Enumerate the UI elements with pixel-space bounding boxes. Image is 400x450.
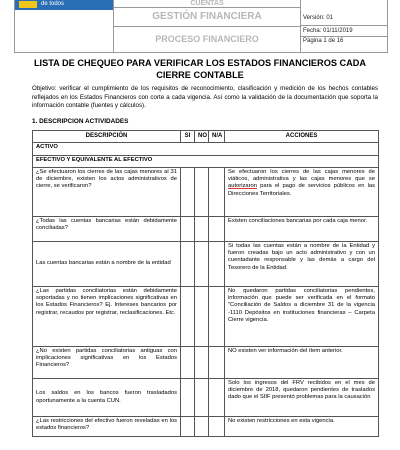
- document-objective: Objetivo: verificar el cumplimiento de los requisitos de reconocimiento, clasificación y medición de los hechos contables reflejados en los Estados Financieros con corte a cada vigencia. Así como la validación de la documentación que soporta la información contable (fuentes y cálculos).: [32, 85, 378, 110]
- check-na[interactable]: [209, 168, 225, 217]
- check-na[interactable]: [209, 287, 225, 347]
- action-text: Se efectuaron los cierres de las cajas menores de viáticos, administrativa y las cajas menores que se: [228, 169, 375, 183]
- check-si[interactable]: [181, 287, 195, 347]
- row-action: No existen restricciones en esta vigencia.: [225, 417, 379, 437]
- check-no[interactable]: [195, 217, 209, 242]
- table-section-row: [33, 156, 379, 168]
- check-no[interactable]: [195, 347, 209, 379]
- check-si[interactable]: [181, 242, 195, 287]
- divider: [300, 25, 387, 26]
- row-action: [225, 168, 379, 217]
- check-si[interactable]: [181, 217, 195, 242]
- header-center: [113, 0, 301, 52]
- row-description: ¿Las partidas conciliatorias están debidamente soportadas y no tienen implicaciones significativas en los Estados Financieros? Ej. Intereses bancarios por registrar, recaudos por registrar, reclasificaciones. Etc.: [33, 287, 181, 347]
- check-na[interactable]: [209, 379, 225, 417]
- check-na[interactable]: [209, 242, 225, 287]
- row-description: ¿Todas las cuentas bancarias están debidamente conciliadas?: [33, 217, 181, 242]
- col-header-description: DESCRIPCIÓN: [33, 131, 181, 143]
- col-header-actions: ACCIONES: [225, 131, 379, 143]
- table-row: [33, 347, 379, 379]
- entity-logo: [15, 0, 113, 10]
- section-label: EFECTIVO Y EQUIVALENTE AL EFECTIVO: [33, 156, 379, 168]
- check-si[interactable]: [181, 168, 195, 217]
- check-na[interactable]: [209, 217, 225, 242]
- row-action: Solo los ingresos del FRV recibidos en el mes de diciembre de 2018, quedaron pendientes de traslados dado que el SIIF presentó problemas para la causación: [225, 379, 379, 417]
- check-si[interactable]: [181, 417, 195, 437]
- row-description: ¿Las restricciones del efectivo fueron reveladas en los estados financieros?: [33, 417, 181, 437]
- check-no[interactable]: [195, 287, 209, 347]
- header-area: GESTIÓN FINANCIERA: [114, 8, 300, 27]
- check-si[interactable]: [181, 347, 195, 379]
- row-description: ¿Se efectuaron los cierres de las cajas menores al 31 de diciembre, existen los actos administrativos de cierre, se verificaron?: [33, 168, 181, 217]
- check-na[interactable]: [209, 417, 225, 437]
- col-header-na: N/A: [209, 131, 225, 143]
- table-row: [33, 217, 379, 242]
- check-na[interactable]: [209, 347, 225, 379]
- document-header: [14, 0, 388, 53]
- header-area-top: CUENTAS: [114, 0, 300, 8]
- section-heading: 1. DESCRIPCION ACTIVIDADES: [32, 118, 129, 125]
- check-si[interactable]: [181, 379, 195, 417]
- col-header-no: NO: [195, 131, 209, 143]
- check-no[interactable]: [195, 417, 209, 437]
- table-row: [33, 168, 379, 217]
- row-action: Existen conciliaciones bancarias por cada caja menor.: [225, 217, 379, 242]
- table-row: [33, 379, 379, 417]
- section-label: ACTIVO: [33, 143, 379, 156]
- row-action: No quedaron partidas conciliatorias pendientes, información que puede ser verificada en el formato "Conciliación de Saldos a diciembre 31 de la vigencia -1110 Depósitos en instituciones financieras – Carpeta Cierre vigencia.: [225, 287, 379, 347]
- header-meta: [300, 0, 387, 52]
- date-label: Fecha: 01/11/2019: [303, 28, 353, 34]
- row-action: Si todas las cuentas están a nombre de la Entidad y fueron creadas bajo un acto administrativo y con un cuentadante responsable y las demás a cargo del Tesorero de la Entidad.: [225, 242, 379, 287]
- logo-text: de todos: [41, 1, 65, 7]
- logo-mark-icon: [19, 1, 37, 8]
- row-description: Los saldos en los bancos fueron trasladados oportunamente a la cuenta CUN.: [33, 379, 181, 417]
- version-label: Versión: 01: [303, 15, 334, 21]
- document-title: LISTA DE CHEQUEO PARA VERIFICAR LOS ESTADOS FINANCIEROS CADA CIERRE CONTABLE: [33, 58, 367, 80]
- table-row: [33, 417, 379, 437]
- table-header-row: [33, 131, 379, 143]
- check-no[interactable]: [195, 379, 209, 417]
- checklist-table: [32, 130, 379, 437]
- check-no[interactable]: [195, 242, 209, 287]
- col-header-si: SI: [181, 131, 195, 143]
- page-label: Página 1 de 16: [303, 38, 344, 44]
- table-row: [33, 242, 379, 287]
- row-description: ¿No existen partidas conciliatorias antiguas con implicaciones significativas en los Estados Financieros?: [33, 347, 181, 379]
- table-row: [33, 287, 379, 347]
- header-process: PROCESO FINANCIERO: [155, 34, 259, 44]
- check-no[interactable]: [195, 168, 209, 217]
- table-section-row: [33, 143, 379, 156]
- action-text: para el pago de servicios públicos en las Direcciones Territoriales.: [228, 183, 375, 197]
- action-text-flagged: autorizaron: [228, 183, 258, 190]
- row-action: NO existen ver información del ítem anterior.: [225, 347, 379, 379]
- row-description: Las cuentas bancarias están a nombre de la entidad: [33, 242, 181, 287]
